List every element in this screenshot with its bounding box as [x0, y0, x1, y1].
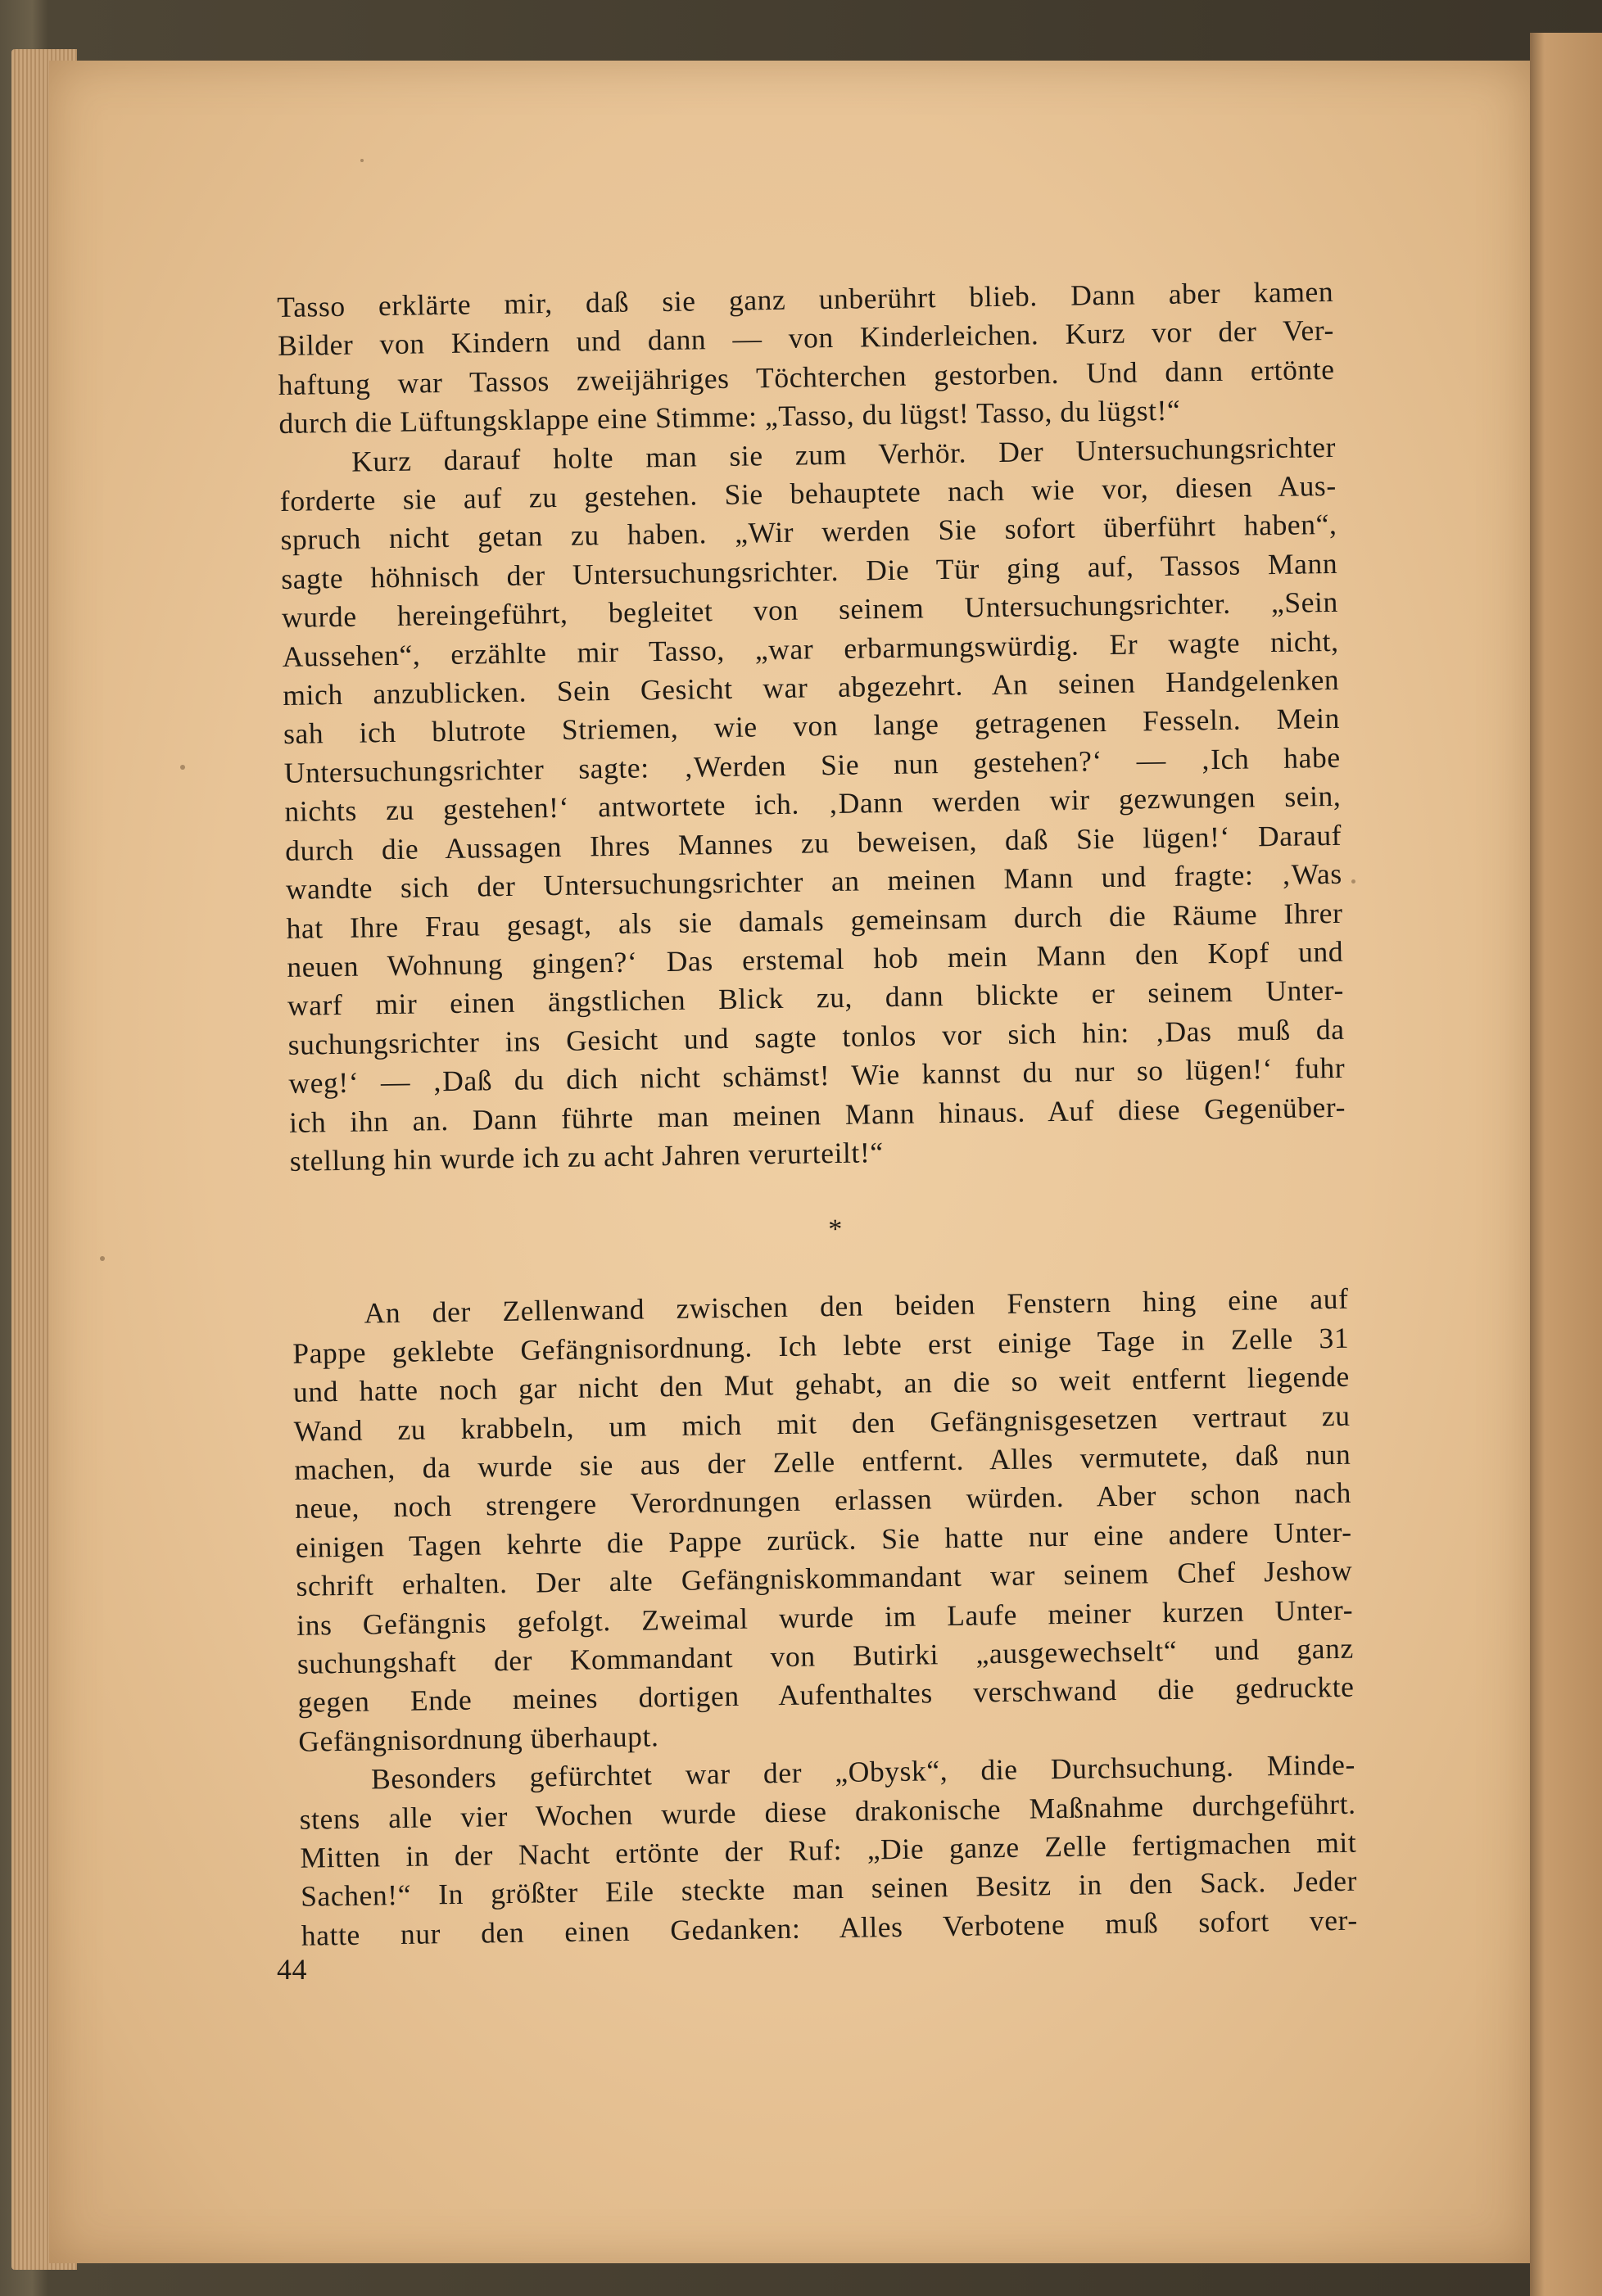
text-line: Besonders gefürchtet war der „Obysk“, die Durchsuchung. Minde-: [370, 1747, 1356, 1796]
text-line: suchungsrichter ins Gesicht und sagte tonlos vor sich hin: ‚Das muß da: [287, 1012, 1345, 1061]
text-line: stellung hin wurde ich zu acht Jahren verurteilt!“: [289, 1136, 884, 1177]
text-line: haftung war Tassos zweijähriges Töchterchen gestorben. Und dann ertönte: [278, 352, 1335, 401]
paragraph-2: [279, 427, 1346, 1181]
text-line: sagte höhnisch der Untersuchungsrichter. Die Tür ging auf, Tassos Mann: [280, 546, 1338, 595]
text-line: durch die Aussagen Ihres Mannes zu beweisen, daß Sie lügen!‘ Darauf: [284, 818, 1342, 867]
section-separator: *: [828, 1214, 844, 1245]
text-line: sah ich blutrote Striemen, wie von lange getragenen Fesseln. Mein: [283, 702, 1341, 751]
paper-speck: [1351, 879, 1355, 884]
right-cover-edge: [1530, 33, 1602, 2296]
text-line: suchungshaft der Kommandant von Butirki „ausgewechselt“ und ganz: [296, 1631, 1355, 1680]
text-line: durch die Lüftungsklappe eine Stimme: „Tasso, du lügst! Tasso, du lügst!“: [278, 393, 1181, 441]
page-number: 44: [277, 1953, 307, 1986]
paper-speck: [180, 765, 185, 770]
text-line: nichts zu gestehen!‘ antwortete ich. ‚Dann werden wir gezwungen sein,: [284, 780, 1342, 829]
text-line: Tasso erklärte mir, daß sie ganz unberührt blieb. Dann aber kamen: [277, 274, 1334, 323]
text-line: spruch nicht getan zu haben. „Wir werden Sie sofort überführt haben“,: [280, 508, 1337, 557]
text-line: und hatte noch gar nicht den Mut gehabt, an die so weit entfernt liegende: [292, 1359, 1351, 1409]
text-line: Mitten in der Nacht ertönte der Ruf: „Die ganze Zelle fertigmachen mit: [300, 1825, 1357, 1874]
body-text: [277, 273, 1358, 1955]
text-line: machen, da wurde sie aus der Zelle entfernt. Alles vermutete, daß nun: [294, 1437, 1351, 1486]
paragraph-1: [277, 273, 1336, 444]
text-line: ins Gefängnis gefolgt. Zweimal wurde im Laufe meiner kurzen Unter-: [296, 1593, 1354, 1642]
text-line: gegen Ende meines dortigen Aufenthaltes verschwand die gedruckte: [297, 1670, 1355, 1720]
text-line: ich ihn an. Dann führte man meinen Mann hinaus. Auf diese Gegenüber-: [288, 1090, 1346, 1139]
text-line: einigen Tagen kehrte die Pappe zurück. Sie hatte nur eine andere Unter-: [295, 1515, 1352, 1564]
text-line: neue, noch strengere Verordnungen erlassen würden. Aber schon nach: [294, 1476, 1352, 1525]
text-line: hatte nur den einen Gedanken: Alles Verbotene muß sofort ver-: [301, 1903, 1358, 1952]
paper-speck: [360, 159, 364, 162]
text-line: Kurz darauf holte man sie zum Verhör. Der Untersuchungsrichter: [351, 430, 1337, 478]
text-line: Untersuchungsrichter sagte: ‚Werden Sie nun gestehen?‘ — ‚Ich habe: [283, 740, 1341, 789]
text-line: mich anzublicken. Sein Gesicht war abgezehrt. An seinen Handgelenken: [283, 662, 1340, 712]
text-line: Gefängnisordnung überhaupt.: [298, 1720, 659, 1758]
text-line: wurde hereingeführt, begleitet von seinem Untersuchungsrichter. „Sein: [281, 585, 1339, 635]
paragraph-3: [292, 1280, 1355, 1761]
text-line: forderte sie auf zu gestehen. Sie behauptete nach wie vor, diesen Aus-: [279, 468, 1337, 518]
text-line: wandte sich der Untersuchungsrichter an meinen Mann und fragte: ‚Was: [285, 856, 1343, 906]
paper-speck: [100, 1256, 105, 1261]
paragraph-4: [299, 1746, 1358, 1955]
text-line: An der Zellenwand zwischen den beiden Fenstern hing eine auf: [364, 1282, 1349, 1330]
text-line: Aussehen“, erzählte mir Tasso, „war erbarmungswürdig. Er wagte nicht,: [282, 624, 1339, 673]
text-line: Pappe geklebte Gefängnisordnung. Ich lebte erst einige Tage in Zelle 31: [292, 1321, 1350, 1370]
text-line: neuen Wohnung gingen?‘ Das erstemal hob mein Mann den Kopf und: [286, 934, 1344, 983]
text-line: Bilder von Kindern und dann — von Kinderleichen. Kurz vor der Ver-: [277, 314, 1335, 363]
text-line: Wand zu krabbeln, um mich mit den Gefängnisgesetzen vertraut zu: [293, 1399, 1351, 1448]
text-line: Sachen!“ In größter Eile steckte man seinen Besitz in den Sack. Jeder: [300, 1864, 1358, 1914]
text-line: weg!‘ — ‚Daß du dich nicht schämst! Wie kannst du nur so lügen!‘ fuhr: [288, 1051, 1346, 1101]
text-line: warf mir einen ängstlichen Blick zu, dann blickte er seinem Unter-: [287, 974, 1345, 1023]
text-line: hat Ihre Frau gesagt, als sie damals gemeinsam durch die Räume Ihrer: [286, 896, 1343, 945]
text-line: stens alle vier Wochen wurde diese drakonische Maßnahme durchgeführt.: [299, 1787, 1356, 1836]
text-line: schrift erhalten. Der alte Gefängniskommandant war seinem Chef Jeshow: [296, 1553, 1353, 1603]
